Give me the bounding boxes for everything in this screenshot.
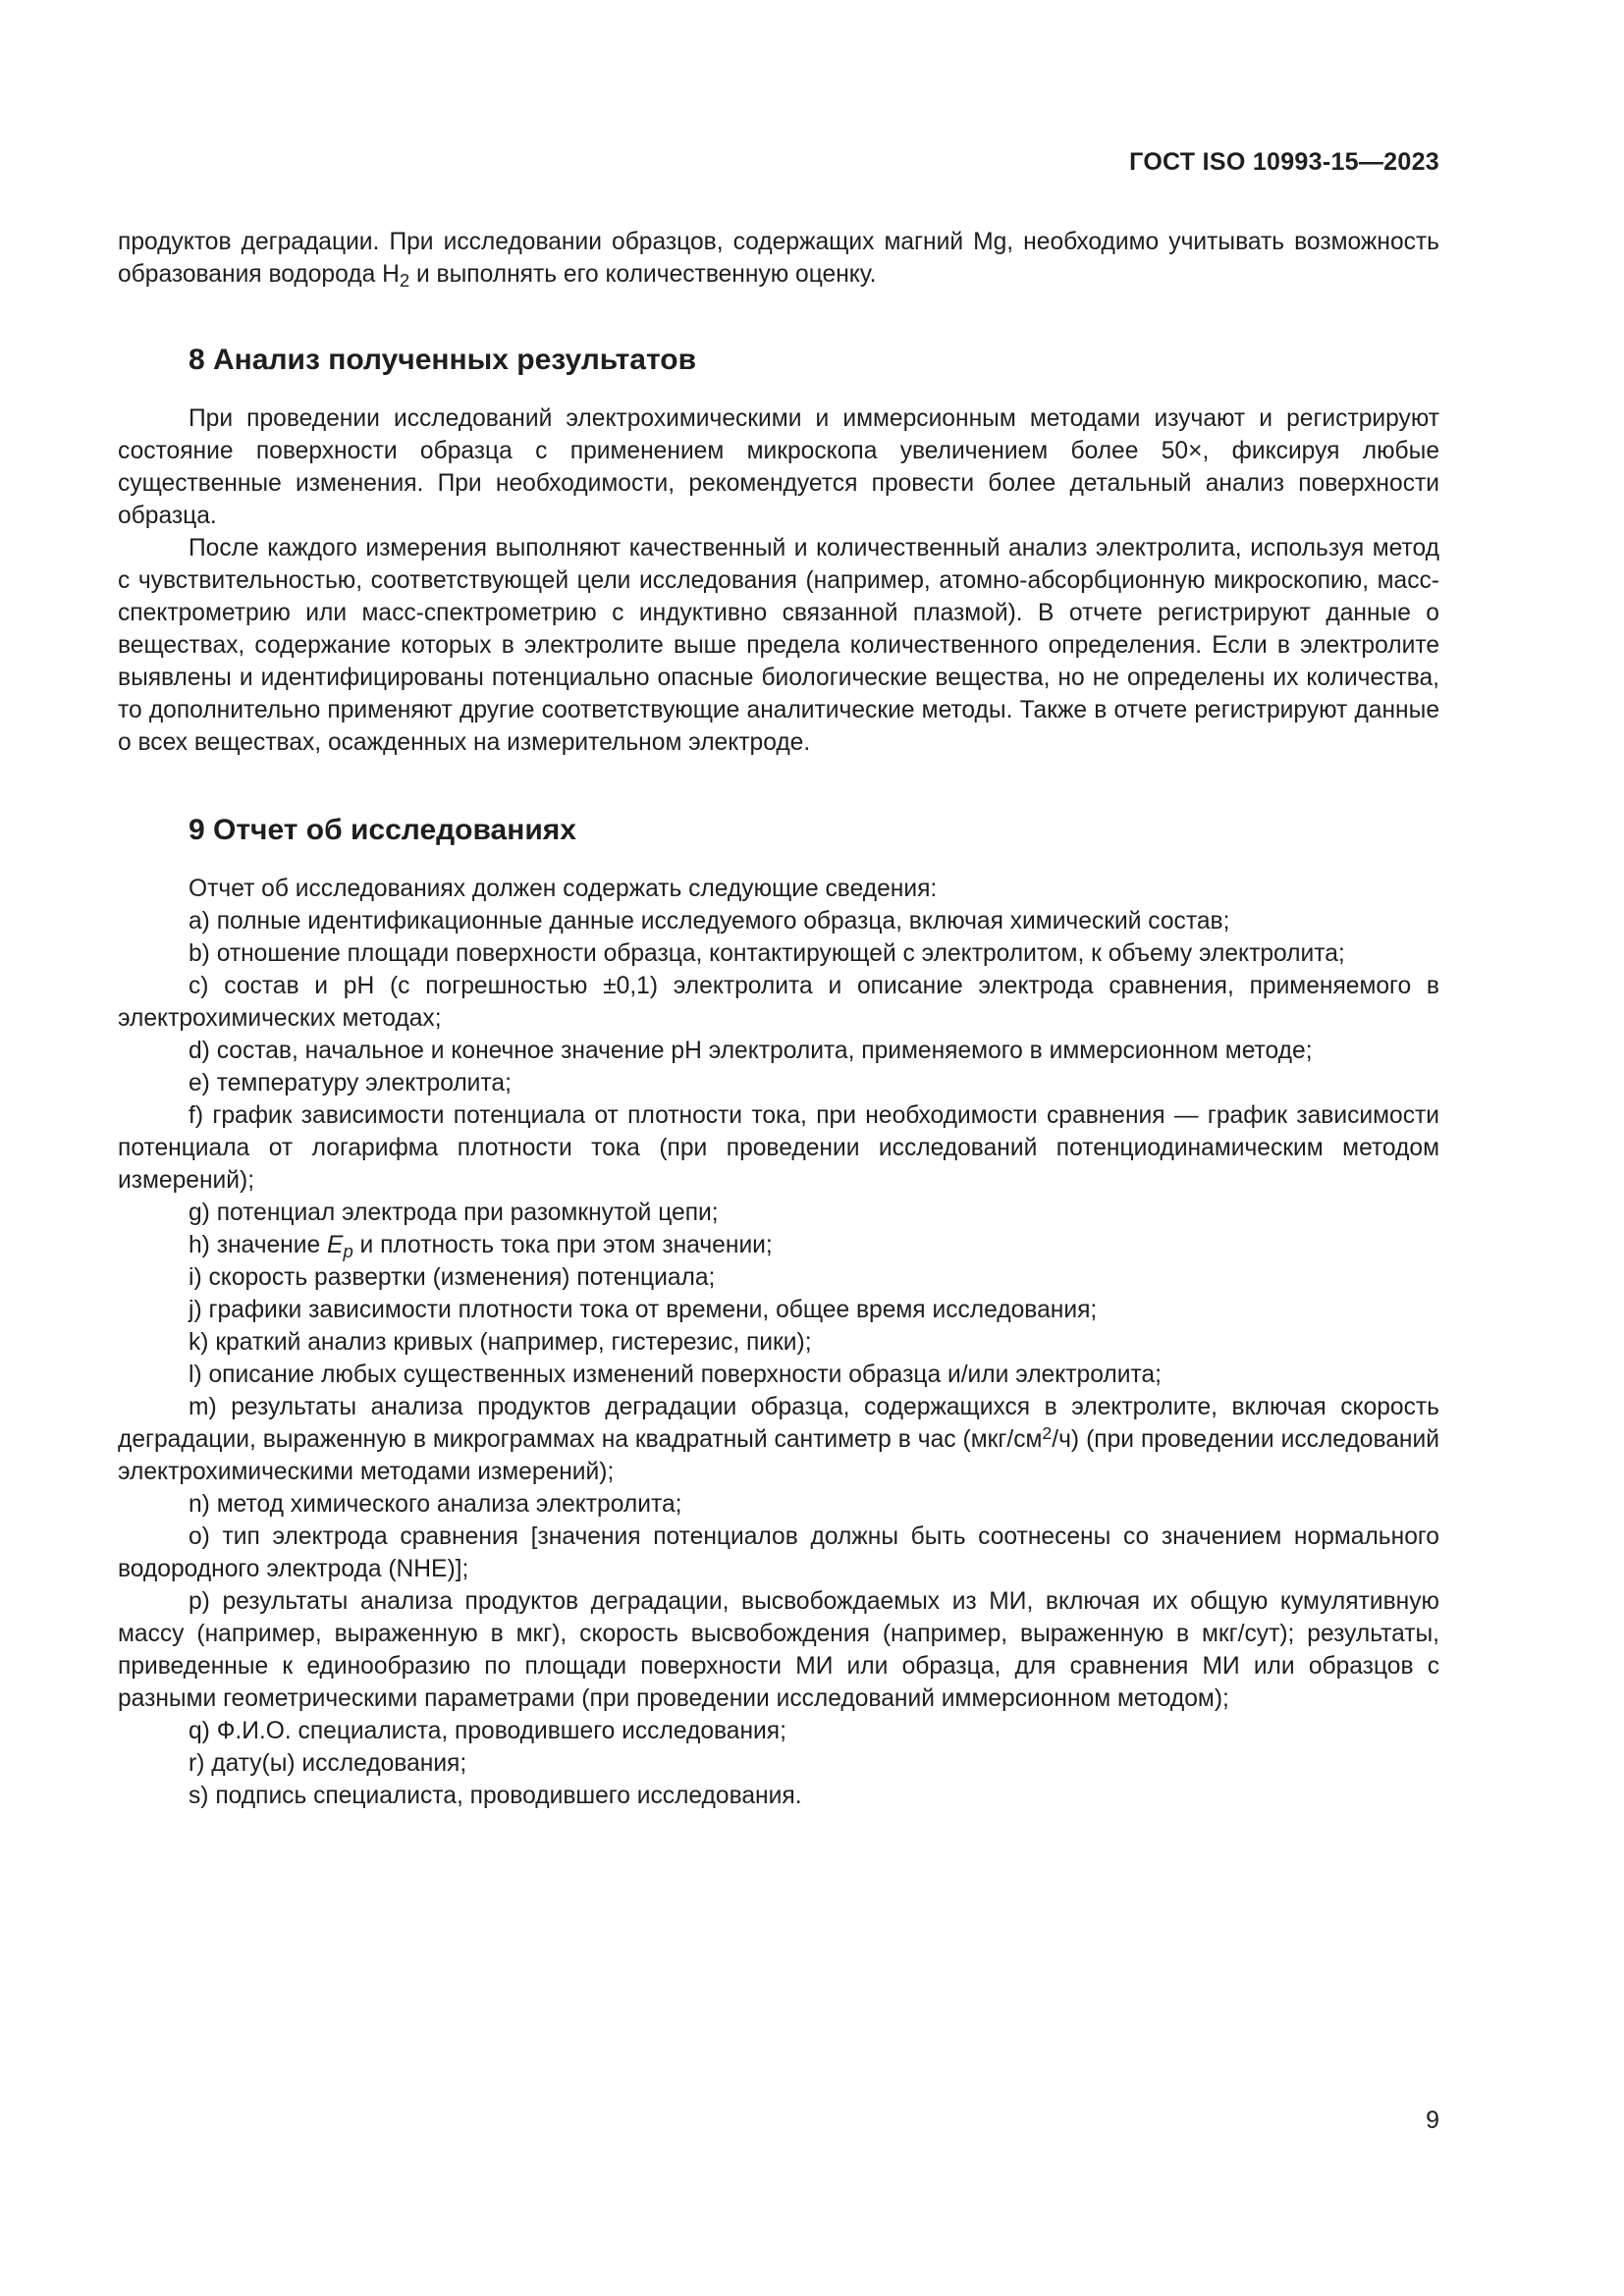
item-h-subscript: p [343,1241,353,1262]
report-item-s: s) подпись специалиста, проводившего исследования. [189,1783,802,1809]
report-item-c: c) состав и pH (с погрешностью ±0,1) электролита и описание электрода сравнения, применяемого в электрохимических методах; [118,973,1439,1032]
intro-paragraph [118,226,1439,291]
item-h-variable: E [327,1232,344,1258]
section-8-paragraph-2: После каждого измерения выполняют качественный и количественный анализ электролита, используя метод с чувствительностью, соответствующей цели исследования (например, атомно-абсорбционную микроскопию, масс-спектрометрию или масс-спектрометрию с индуктивно связанной плазмой). В отчете регистрируют данные о веществах, содержание которых в электролите выше предела количественного определения. Если в электролите выявлены и идентифицированы потенциально опасные биологические вещества, но не определены их количества, то дополнительно применяют другие соответствующие аналитические методы. Также в отчете регистрируют данные о всех веществах, осажденных на измерительном электроде. [118,535,1439,756]
item-h-post: и плотность тока при этом значении; [352,1232,773,1258]
report-item-d: d) состав, начальное и конечное значение pH электролита, применяемого в иммерсионном методе; [189,1038,1313,1064]
intro-text-a: продуктов деградации. При исследовании образцов, содержащих магний Mg, необходимо учитывать возможность образования водорода H [118,229,1439,288]
report-item-a: a) полные идентификационные данные исследуемого образца, включая химический состав; [189,908,1230,934]
page-number: 9 [1426,2107,1439,2134]
item-m-pre: m) результаты анализа продуктов деградации образца, содержащихся в электролите, включая скорость деградации, выраженную в микрограммах на квадратный сантиметр в час (мкг/см [118,1394,1439,1453]
report-item-b: b) отношение площади поверхности образца, контактирующей с электролитом, к объему электролита; [189,940,1345,967]
report-item-j: j) графики зависимости плотности тока от времени, общее время исследования; [189,1297,1098,1323]
report-item-o: o) тип электрода сравнения [значения потенциалов должны быть соотнесены со значением нормального водородного электрода (NHE)]; [118,1523,1439,1582]
item-m-superscript: 2 [1042,1423,1053,1444]
report-item-l: l) описание любых существенных изменений поверхности образца и/или электролита; [189,1362,1162,1388]
section-8-paragraph-1: При проведении исследований электрохимическими и иммерсионным методами изучают и регистрируют состояние поверхности образца с применением микроскопа увеличением более 50×, фиксируя любые существенные изменения. При необходимости, рекомендуется провести более детальный анализ поверхности образца. [118,405,1439,529]
item-h-pre: h) значение [189,1232,328,1258]
report-item-g: g) потенциал электрода при разомкнутой цепи; [189,1200,719,1226]
section-8-heading: 8 Анализ полученных результатов [189,344,697,376]
report-item-q: q) Ф.И.О. специалиста, проводившего исследования; [189,1718,786,1744]
report-item-n: n) метод химического анализа электролита; [189,1491,682,1518]
intro-subscript: 2 [399,270,410,292]
section-9-heading: 9 Отчет об исследованиях [189,814,576,846]
report-item-i: i) скорость развертки (изменения) потенциала; [189,1264,716,1291]
report-item-h [118,1229,1439,1261]
report-item-f: f) график зависимости потенциала от плотности тока, при необходимости сравнения — график зависимости потенциала от логарифма плотности тока (при проведении исследований потенциодинамическим методом измерений); [118,1102,1439,1194]
report-item-k: k) краткий анализ кривых (например, гистерезис, пики); [189,1329,812,1356]
item-m-post: /ч) (при проведении исследований электрохимическими методами измерений); [118,1426,1439,1485]
report-item-m [118,1391,1439,1488]
document-code-header: ГОСТ ISO 10993-15—2023 [1129,148,1439,176]
document-page [118,0,1439,2296]
section-9-intro: Отчет об исследованиях должен содержать следующие сведения: [189,876,938,902]
document-body [118,226,1439,1812]
report-item-p: p) результаты анализа продуктов деградации, высвобождаемых из МИ, включая их общую кумулятивную массу (например, выраженную в мкг), скорость высвобождения (например, выраженную в мкг/сут); результаты, приведенные к единообразию по площади поверхности МИ или образца, для сравнения МИ или образцов с разными геометрическими параметрами (при проведении исследований иммерсионном методом); [118,1588,1439,1712]
report-item-e: e) температуру электролита; [189,1070,512,1096]
intro-text-b: и выполнять его количественную оценку. [409,261,877,288]
report-item-r: r) дату(ы) исследования; [189,1750,467,1777]
